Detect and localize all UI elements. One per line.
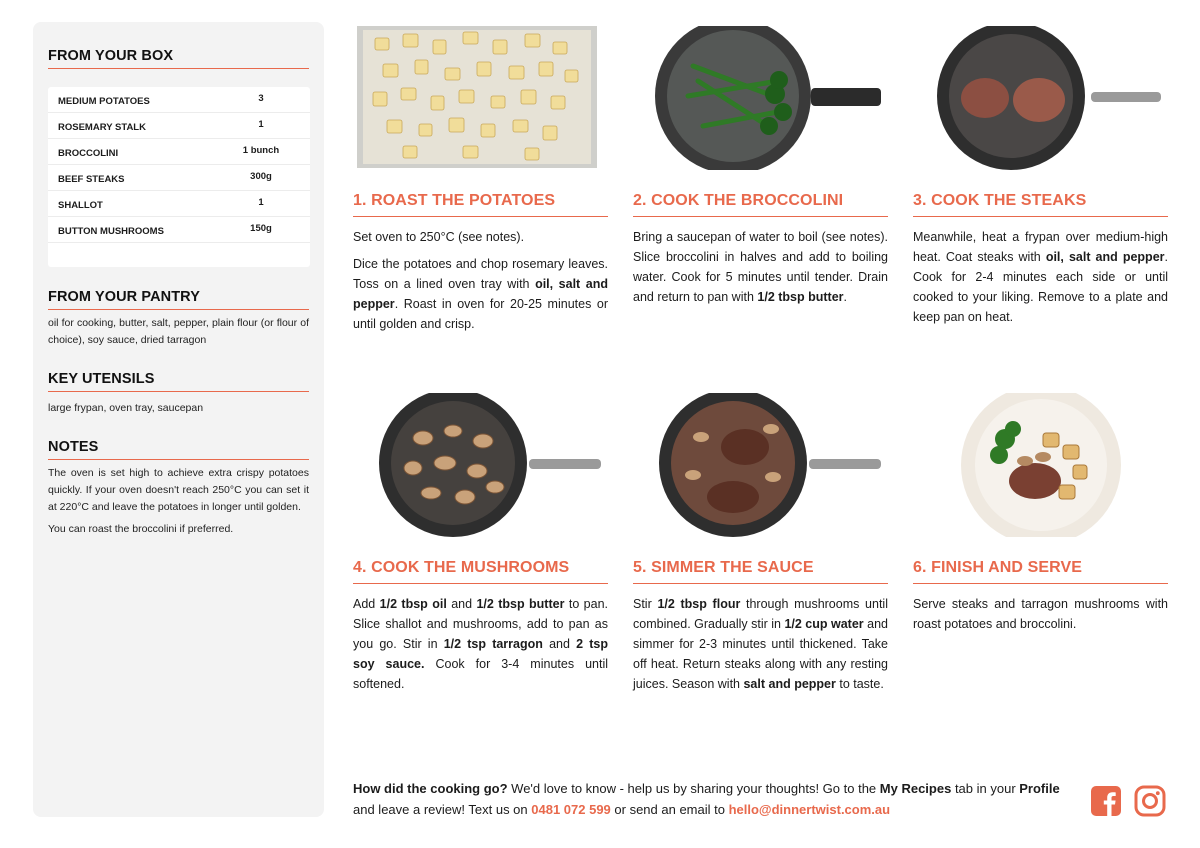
step-5-bold: 1/2 cup water [784,617,864,631]
step-5-line: through mushrooms until combined. Gradually stir in [633,597,888,631]
plated-dish-photo [913,393,1168,537]
step-4-text [353,594,608,694]
utensils-heading: KEY UTENSILS [48,371,309,392]
roasted-potatoes-photo [353,26,608,170]
instagram-icon[interactable] [1134,785,1166,817]
step-4-title: 4. COOK THE MUSHROOMS [353,559,608,584]
sidebar [33,22,324,817]
utensils-text: large frypan, oven tray, saucepan [48,402,204,414]
table-row [48,191,310,217]
step-4-bold: 1/2 tsp tarragon [443,637,543,651]
ingredient-name: SHALLOT [58,199,103,211]
table-row [48,217,310,243]
step-5-bold: 1/2 tbsp flour [657,597,741,611]
pantry-heading: FROM YOUR PANTRY [48,289,309,310]
step-5-line: and simmer for 2-3 minutes until thickened. Take off heat. Return steaks along with any resting juices. Season with [633,617,888,691]
ingredient-name: BROCCOLINI [58,147,119,159]
email-link[interactable]: hello@dinnertwist.com.au [728,802,891,817]
footer-text: or send an email to [610,802,729,817]
step-1-text [353,254,608,334]
ingredient-qty: 1 [258,197,264,208]
ingredient-qty: 1 [258,119,264,130]
ingredient-qty: 1 bunch [242,145,280,156]
step-2-line: . [843,290,847,304]
step-1-title: 1. ROAST THE POTATOES [353,192,608,217]
step-1-line: Set oven to 250°C (see notes). [353,230,525,244]
steaks-pan-photo [913,26,1168,170]
step-2-line: Bring a saucepan of water to boil (see notes). Slice broccolini in halves and add to boiling water. Cook for 5 minutes until tender. Drain and return to pan with [633,230,888,304]
step-6 [913,393,1168,634]
pantry-text: oil for cooking, butter, salt, pepper, plain flour (or flour of choice), soy sauce, dried tarragon [48,317,309,346]
table-row [48,165,310,191]
step-1-bold: oil, salt and pepper [353,277,608,311]
step-6-title: 6. FINISH AND SERVE [913,559,1168,584]
phone-link[interactable]: 0481 072 599 [531,802,611,817]
step-4-bold: 1/2 tbsp oil [379,597,447,611]
table-row [48,87,310,113]
box-ingredients-table [48,87,310,267]
step-4-bold: 1/2 tbsp butter [476,597,565,611]
ingredient-qty: 3 [258,93,264,104]
step-3-line: . Cook for 2-4 minutes each side or until cooked to your liking. Remove to a plate and keep pan on heat. [913,250,1168,324]
step-3-bold: oil, salt and pepper [1045,250,1165,264]
ingredient-name: ROSEMARY STALK [58,121,146,133]
footer-question: How did the cooking go? [353,781,508,796]
step-1 [353,26,608,334]
step-1-line: . Roast in oven for 20-25 minutes or until golden and crisp. [353,297,608,331]
step-2-text [633,227,888,307]
footer-text: and leave a review! Text us on [353,802,532,817]
ingredient-name: MEDIUM POTATOES [58,95,150,107]
step-2 [633,26,888,307]
step-4-line: Add [353,597,380,611]
ingredient-name: BEEF STEAKS [58,173,125,185]
step-6-text: Serve steaks and tarragon mushrooms with roast potatoes and broccolini. [913,597,1168,631]
sauce-pan-photo [633,393,888,537]
step-4-line: and [446,597,477,611]
step-1-text [353,227,608,247]
step-3-title: 3. COOK THE STEAKS [913,192,1168,217]
step-5-line: to taste. [835,677,884,691]
step-4-bold: 2 tsp soy sauce. [353,637,609,671]
step-1-line: Dice the potatoes and chop rosemary leaves. Toss on a lined oven tray with [353,257,608,291]
step-5-text [633,594,888,694]
profile-label: Profile [1019,781,1060,796]
step-4-line: and [542,637,577,651]
mushrooms-pan-photo [353,393,608,537]
broccolini-pan-photo [633,26,888,170]
step-3 [913,26,1168,327]
my-recipes-label: My Recipes [879,781,952,796]
step-4-line: Cook for 3-4 minutes until softened. [353,657,608,691]
step-2-title: 2. COOK THE BROCCOLINI [633,192,888,217]
step-5 [633,393,888,694]
ingredient-qty: 150g [250,223,272,234]
step-5-bold: salt and pepper [743,677,836,691]
notes-heading: NOTES [48,439,309,460]
footer-text: We'd love to know - help us by sharing your thoughts! Go to the [507,781,880,796]
step-4-line: to pan. Slice shallot and mushrooms, add to pan as you go. Stir in [353,597,609,651]
table-row [48,113,310,139]
step-2-bold: 1/2 tbsp butter [757,290,844,304]
notes-text: You can roast the broccolini if preferred. [48,523,234,535]
box-heading: FROM YOUR BOX [48,48,309,69]
step-3-text [913,227,1168,327]
feedback-footer [353,778,1073,820]
table-row [48,139,310,165]
step-4 [353,393,608,694]
step-3-line: Meanwhile, heat a frypan over medium-high heat. Coat steaks with [913,230,1168,264]
ingredient-qty: 300g [250,171,272,182]
notes-text: The oven is set high to achieve extra crispy potatoes quickly. If your oven doesn't reach 250°C you can set it at 220°C and leave the potatoes in longer until golden. [48,467,309,513]
facebook-icon[interactable] [1090,785,1122,817]
step-5-title: 5. SIMMER THE SAUCE [633,559,888,584]
step-5-line: Stir [633,597,658,611]
ingredient-name: BUTTON MUSHROOMS [58,225,164,237]
footer-text: tab in your [951,781,1020,796]
